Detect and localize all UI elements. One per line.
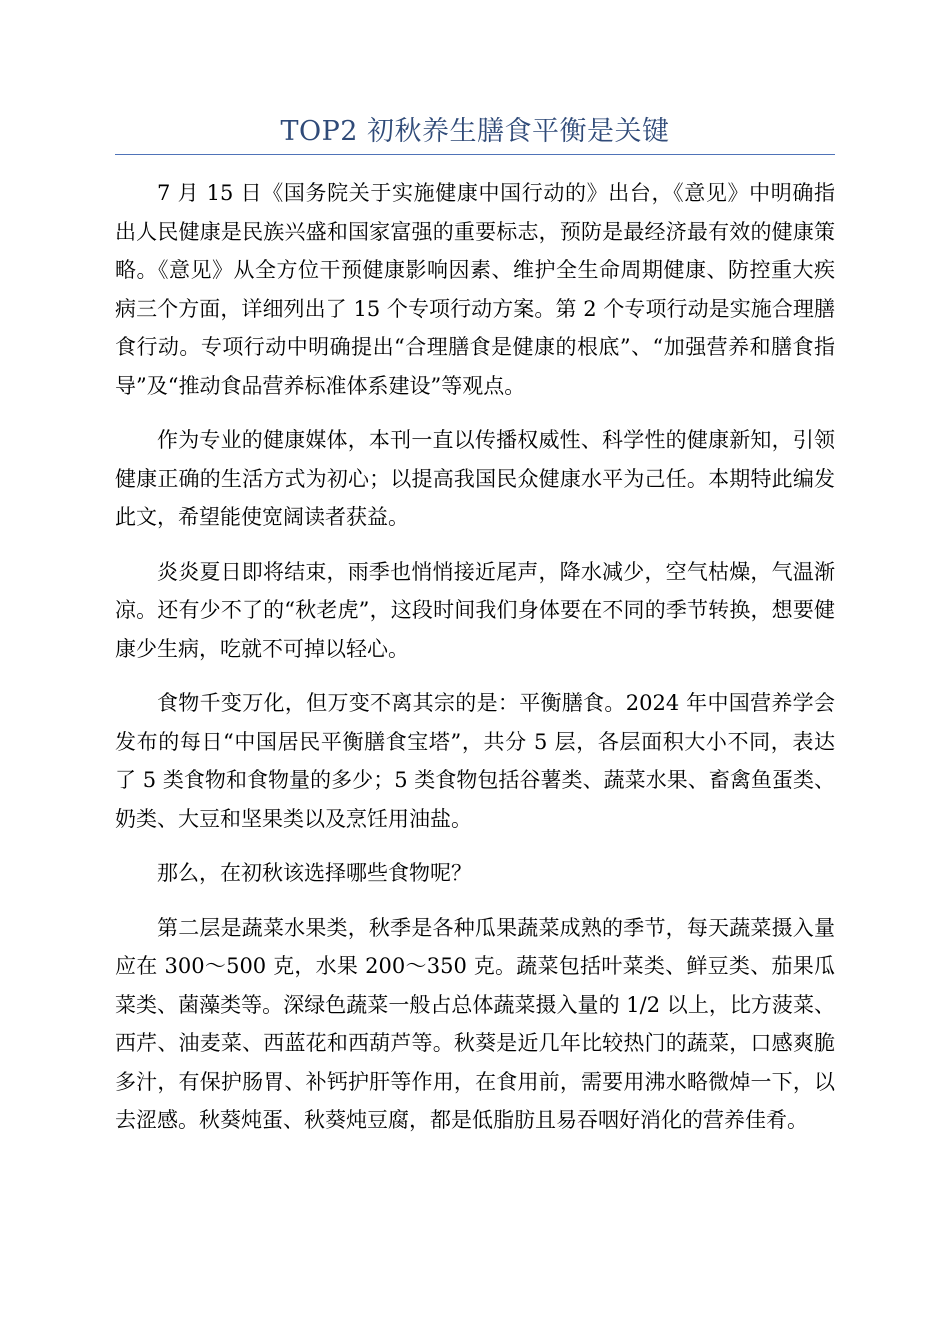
paragraph-1: 7 月 15 日《国务院关于实施健康中国行动的》出台，《意见》中明确指出人民健康是民族兴盛和国家富强的重要标志，预防是最经济最有效的健康策略。《意见》从全方位干预健康影响因素、维护全生命周期健康、防控重大疾病三个方面，详细列出了 15 个专项行动方案。第 2 个专项行动是实施合理膳食行动。专项行动中明确提出“合理膳食是健康的根底”、“加强营养和膳食指导”及“推动食品营养标准体系建设”等观点。 [115,181,835,398]
paragraph-6: 第二层是蔬菜水果类，秋季是各种瓜果蔬菜成熟的季节，每天蔬菜摄入量应在 300～500 克，水果 200～350 克。蔬菜包括叶菜类、鲜豆类、茄果瓜菜类、菌藻类等。深绿色蔬菜一般占总体蔬菜摄入量的 1/2 以上，比方菠菜、西芹、油麦菜、西蓝花和西葫芦等。秋葵是近几年比较热门的蔬菜，口感爽脆多汁，有保护肠胃、补钙护肝等作用，在食用前，需要用沸水略微焯一下，以去涩感。秋葵炖蛋、秋葵炖豆腐，都是低脂肪且易吞咽好消化的营养佳肴。 [115,915,835,1132]
paragraph-3: 炎炎夏日即将结束，雨季也悄悄接近尾声，降水减少，空气枯燥，气温渐凉。还有少不了的“秋老虎”，这段时间我们身体要在不同的季节转换，想要健康少生病，吃就不可掉以轻心。 [115,559,835,661]
document-title: TOP2 初秋养生膳食平衡是关键 [280,116,670,147]
document-body [115,174,835,1156]
title-underline [115,154,835,155]
paragraph-5: 那么，在初秋该选择哪些食物呢？ [157,861,472,885]
paragraph-4: 食物千变万化，但万变不离其宗的是：平衡膳食。2024 年中国营养学会发布的每日“中国居民平衡膳食宝塔”，共分 5 层，各层面积大小不同，表达了 5 类食物和食物量的多少；5 类食物包括谷薯类、蔬菜水果、畜禽鱼蛋类、奶类、大豆和坚果类以及烹饪用油盐。 [115,691,835,831]
paragraph-2: 作为专业的健康媒体，本刊一直以传播权威性、科学性的健康新知，引领健康正确的生活方式为初心；以提高我国民众健康水平为己任。本期特此编发此文，希望能使宽阔读者获益。 [115,428,835,529]
